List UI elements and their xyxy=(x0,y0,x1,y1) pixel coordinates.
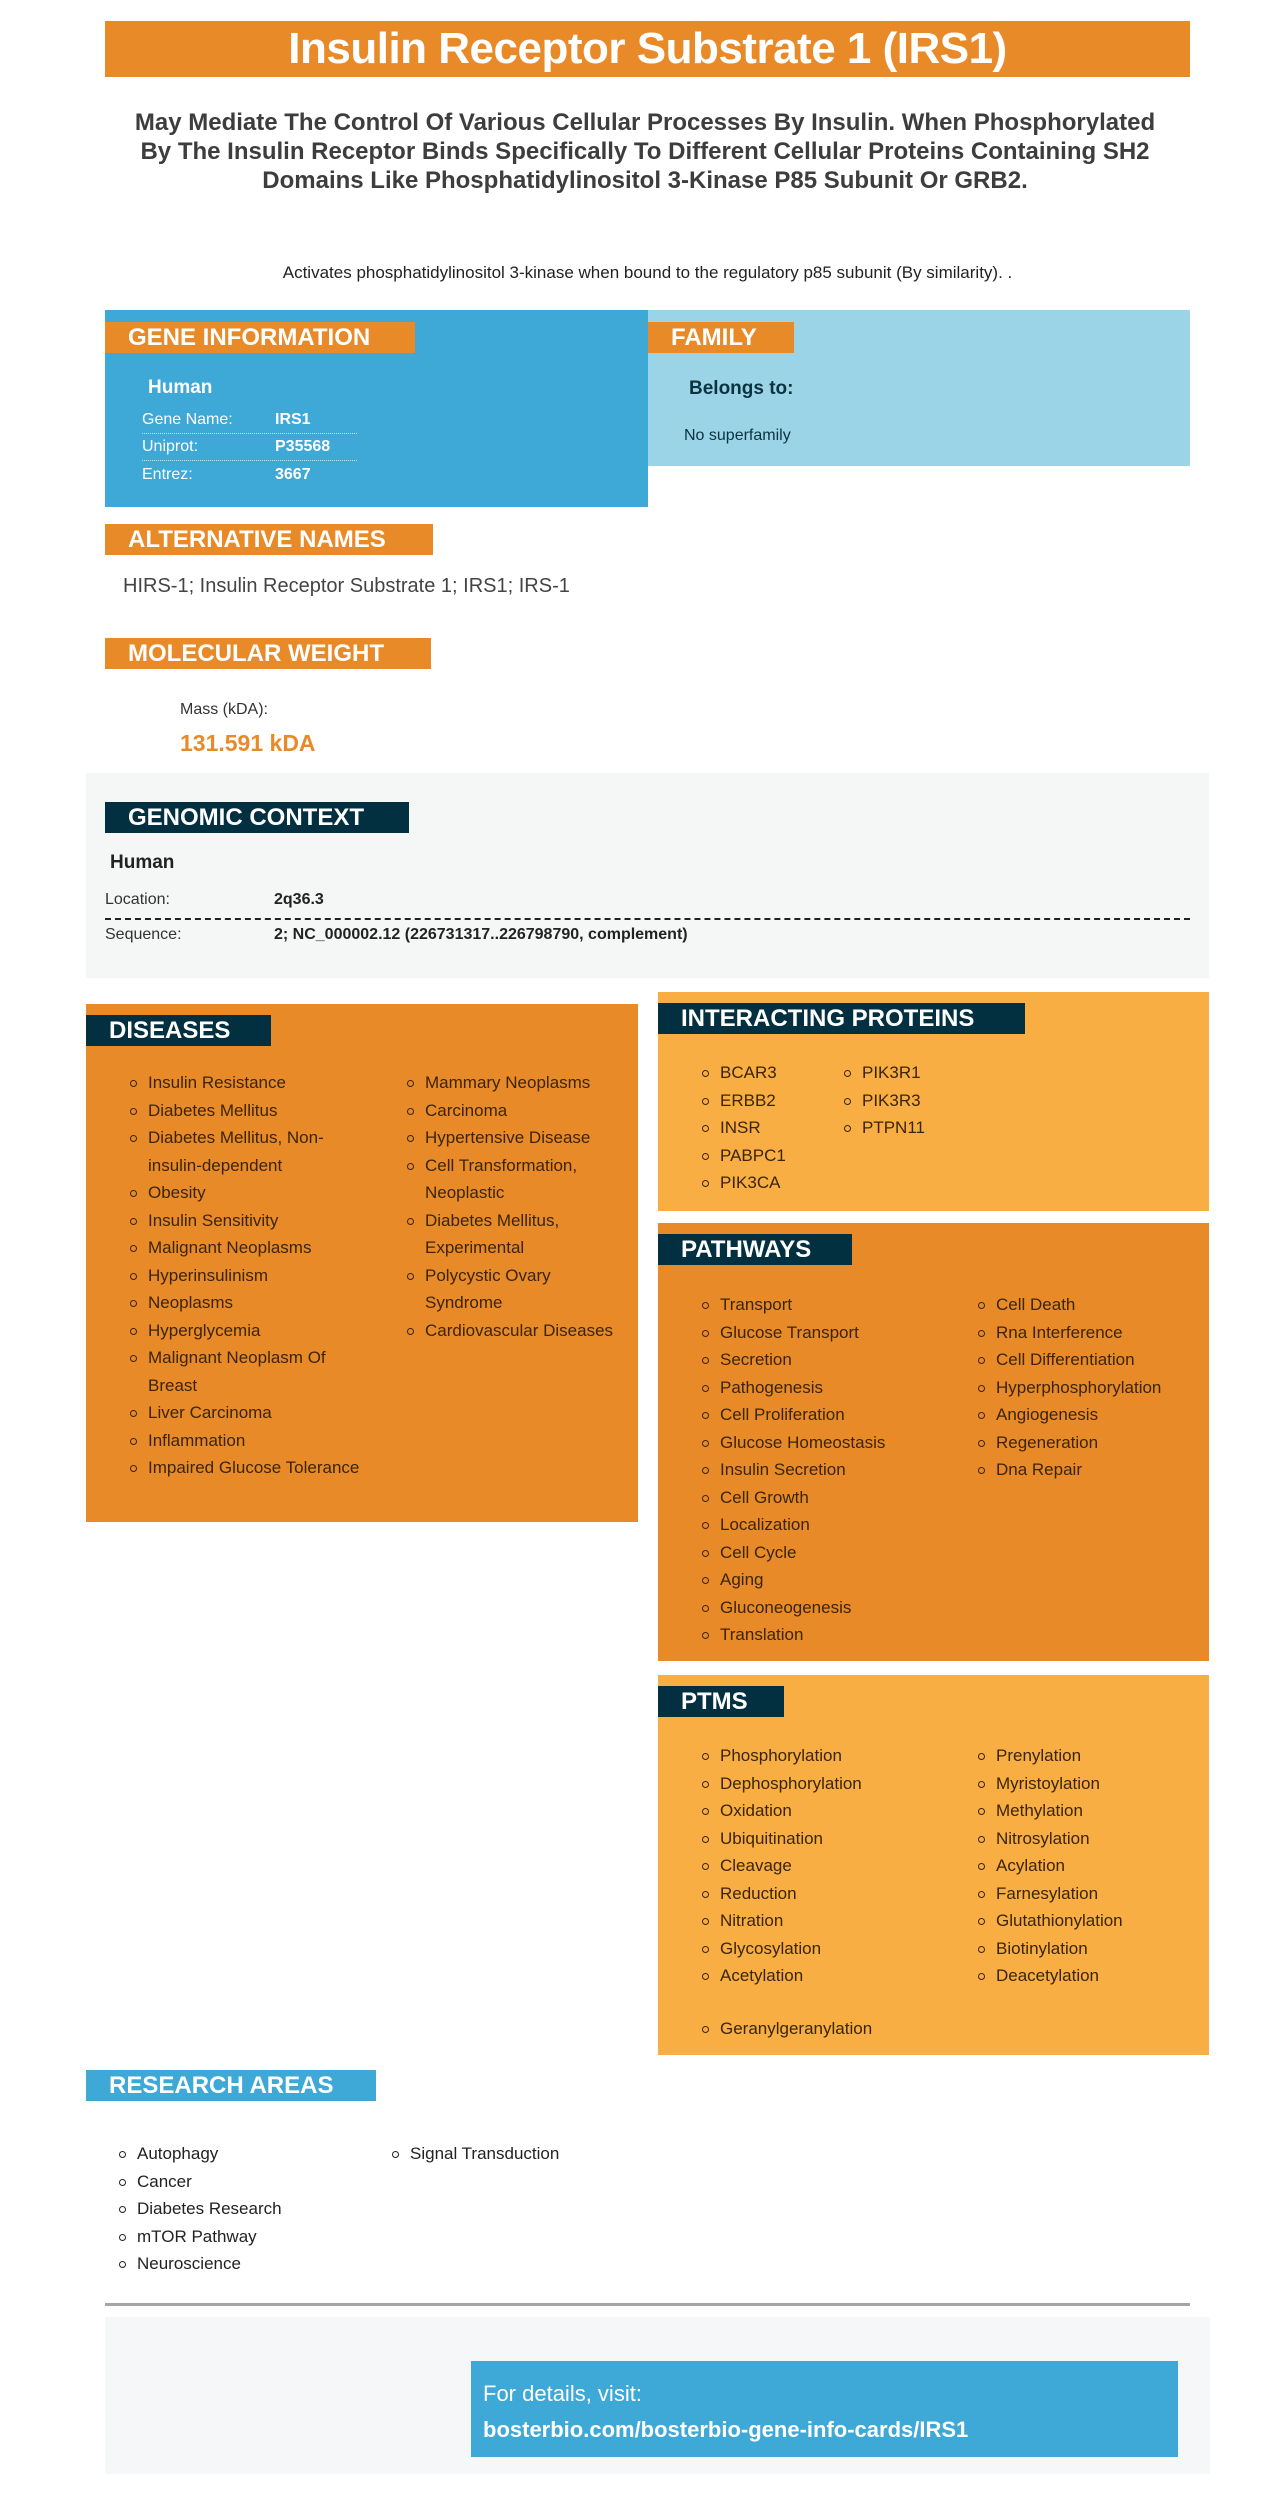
list-item: Ubiquitination xyxy=(702,1825,962,1853)
list-item: Diabetes Mellitus, Non-insulin-dependent xyxy=(130,1124,360,1179)
list-item: Secretion xyxy=(702,1346,962,1374)
list-item: Polycystic Ovary Syndrome xyxy=(407,1262,632,1317)
uniprot-label: Uniprot: xyxy=(142,438,199,455)
list-item: Methylation xyxy=(978,1797,1203,1825)
visit-label: For details, visit: xyxy=(483,2381,642,2406)
list-item: Obesity xyxy=(130,1179,360,1207)
list-item: Carcinoma xyxy=(407,1097,632,1125)
list-item: PABPC1 xyxy=(702,1142,822,1170)
list-item: ERBB2 xyxy=(702,1087,822,1115)
family-belongs-label: Belongs to: xyxy=(689,378,794,399)
list-item: PIK3R1 xyxy=(844,1059,964,1087)
molecular-weight-header: MOLECULAR WEIGHT xyxy=(105,638,431,669)
list-item: Insulin Secretion xyxy=(702,1456,962,1484)
gene-info-row-uniprot xyxy=(142,434,357,461)
location-value: 2q36.3 xyxy=(274,891,324,908)
visit-url-link[interactable]: bosterbio.com/bosterbio-gene-info-cards/IRS1 xyxy=(483,2417,969,2442)
list-item: PTPN11 xyxy=(844,1114,964,1142)
activity-description: Activates phosphatidylinositol 3-kinase when bound to the regulatory p85 subunit (By similarity). . xyxy=(282,263,1013,282)
list-item: Aging xyxy=(702,1566,962,1594)
list-item: Myristoylation xyxy=(978,1770,1203,1798)
pathways-header: PATHWAYS xyxy=(658,1234,852,1265)
interacting-list-col1 xyxy=(702,1059,822,1197)
interacting-proteins-header: INTERACTING PROTEINS xyxy=(658,1003,1025,1034)
list-item: Reduction xyxy=(702,1880,962,1908)
list-item: Liver Carcinoma xyxy=(130,1399,360,1427)
list-item: Nitration xyxy=(702,1907,962,1935)
list-item: Deacetylation xyxy=(978,1962,1203,1990)
list-item: Malignant Neoplasms xyxy=(130,1234,360,1262)
list-item: Insulin Sensitivity xyxy=(130,1207,360,1235)
list-item: Phosphorylation xyxy=(702,1742,962,1770)
uniprot-value: P35568 xyxy=(275,438,331,455)
list-item: Biotinylation xyxy=(978,1935,1203,1963)
footer-divider xyxy=(105,2303,1190,2306)
list-item: Diabetes Mellitus xyxy=(130,1097,360,1125)
list-item: Hyperphosphorylation xyxy=(978,1374,1203,1402)
ptms-list-col1 xyxy=(702,1742,962,1990)
list-item: Prenylation xyxy=(978,1742,1203,1770)
list-item: Insulin Resistance xyxy=(130,1069,360,1097)
ptms-header: PTMS xyxy=(658,1686,784,1717)
list-item: mTOR Pathway xyxy=(119,2223,349,2251)
list-item: Localization xyxy=(702,1511,962,1539)
family-value: No superfamily xyxy=(684,427,791,444)
ptms-list-col2 xyxy=(978,1742,1203,1990)
list-item: Glucose Homeostasis xyxy=(702,1429,962,1457)
alternative-names-header: ALTERNATIVE NAMES xyxy=(105,524,433,555)
list-item: Neuroscience xyxy=(119,2250,349,2278)
sequence-label: Sequence: xyxy=(105,926,182,943)
location-label: Location: xyxy=(105,891,170,908)
list-item: Cell Proliferation xyxy=(702,1401,962,1429)
list-item: Rna Interference xyxy=(978,1319,1203,1347)
gene-info-table xyxy=(142,407,357,488)
list-item: Cell Differentiation xyxy=(978,1346,1203,1374)
list-item: Farnesylation xyxy=(978,1880,1203,1908)
alternative-names-value: HIRS-1; Insulin Receptor Substrate 1; IRS1; IRS-1 xyxy=(123,575,570,597)
list-item: Cell Transformation, Neoplastic xyxy=(407,1152,632,1207)
interacting-list-col2 xyxy=(844,1059,964,1142)
location-row xyxy=(105,891,1190,909)
family-header: FAMILY xyxy=(648,322,794,353)
list-item: Glutathionylation xyxy=(978,1907,1203,1935)
list-item: Neoplasms xyxy=(130,1289,360,1317)
list-item: Glucose Transport xyxy=(702,1319,962,1347)
list-item: Glycosylation xyxy=(702,1935,962,1963)
list-item: Hypertensive Disease xyxy=(407,1124,632,1152)
diseases-list-col1 xyxy=(130,1069,360,1482)
list-item: Acetylation xyxy=(702,1962,962,1990)
list-item: Inflammation xyxy=(130,1427,360,1455)
list-item: Oxidation xyxy=(702,1797,962,1825)
list-item: Nitrosylation xyxy=(978,1825,1203,1853)
gene-name-label: Gene Name: xyxy=(142,411,233,428)
entrez-label: Entrez: xyxy=(142,465,193,483)
research-list-col2 xyxy=(392,2140,622,2168)
list-item: BCAR3 xyxy=(702,1059,822,1087)
research-list-col1 xyxy=(119,2140,349,2278)
list-item: PIK3R3 xyxy=(844,1087,964,1115)
list-item: Autophagy xyxy=(119,2140,349,2168)
ptms-list-extra xyxy=(702,2015,962,2043)
list-item: Cardiovascular Diseases xyxy=(407,1317,632,1345)
pathways-list-col1 xyxy=(702,1291,962,1649)
gene-name-value: IRS1 xyxy=(275,411,311,428)
gene-info-row-entrez xyxy=(142,461,357,488)
list-item: PIK3CA xyxy=(702,1169,822,1197)
list-item: Gluconeogenesis xyxy=(702,1594,962,1622)
genomic-species: Human xyxy=(110,852,175,873)
dashed-divider xyxy=(105,918,1190,920)
list-item: Translation xyxy=(702,1621,962,1649)
list-item: INSR xyxy=(702,1114,822,1142)
function-summary: May Mediate The Control Of Various Cellular Processes By Insulin. When Phosphorylated By The Insulin Receptor Binds Specifically To Different Cellular Proteins Containing SH2 Domains Like Phosphatidylinositol 3-Kinase P85 Subunit Or GRB2. xyxy=(134,109,1156,194)
sequence-value: 2; NC_000002.12 (226731317..226798790, complement) xyxy=(274,926,688,943)
list-item: Cell Death xyxy=(978,1291,1203,1319)
list-item: Cancer xyxy=(119,2168,349,2196)
list-item: Hyperglycemia xyxy=(130,1317,360,1345)
list-item: Cleavage xyxy=(702,1852,962,1880)
sequence-row xyxy=(105,926,1190,944)
entrez-value: 3667 xyxy=(275,465,311,483)
list-item: Dna Repair xyxy=(978,1456,1203,1484)
list-item: Cell Cycle xyxy=(702,1539,962,1567)
gene-info-species: Human xyxy=(148,377,213,398)
genomic-context-header: GENOMIC CONTEXT xyxy=(105,802,409,833)
list-item: Dephosphorylation xyxy=(702,1770,962,1798)
list-item: Diabetes Research xyxy=(119,2195,349,2223)
list-item: Transport xyxy=(702,1291,962,1319)
list-item: Pathogenesis xyxy=(702,1374,962,1402)
gene-info-row-gene-name xyxy=(142,407,357,434)
list-item: Diabetes Mellitus, Experimental xyxy=(407,1207,632,1262)
diseases-header: DISEASES xyxy=(86,1015,271,1046)
details-link-box[interactable] xyxy=(471,2361,1178,2457)
research-areas-header: RESEARCH AREAS xyxy=(86,2070,376,2101)
mass-value: 131.591 kDA xyxy=(180,730,316,756)
list-item: Cell Growth xyxy=(702,1484,962,1512)
gene-information-header: GENE INFORMATION xyxy=(105,322,415,353)
mass-label: Mass (kDA): xyxy=(180,701,268,718)
list-item: Impaired Glucose Tolerance xyxy=(130,1454,360,1482)
list-item: Acylation xyxy=(978,1852,1203,1880)
list-item: Regeneration xyxy=(978,1429,1203,1457)
list-item: Hyperinsulinism xyxy=(130,1262,360,1290)
diseases-list-col2 xyxy=(407,1069,632,1344)
pathways-list-col2 xyxy=(978,1291,1203,1484)
list-item: Signal Transduction xyxy=(392,2140,622,2168)
page-title: Insulin Receptor Substrate 1 (IRS1) xyxy=(105,21,1190,77)
list-item: Geranylgeranylation xyxy=(702,2015,962,2043)
list-item: Malignant Neoplasm Of Breast xyxy=(130,1344,360,1399)
list-item: Mammary Neoplasms xyxy=(407,1069,632,1097)
list-item: Angiogenesis xyxy=(978,1401,1203,1429)
